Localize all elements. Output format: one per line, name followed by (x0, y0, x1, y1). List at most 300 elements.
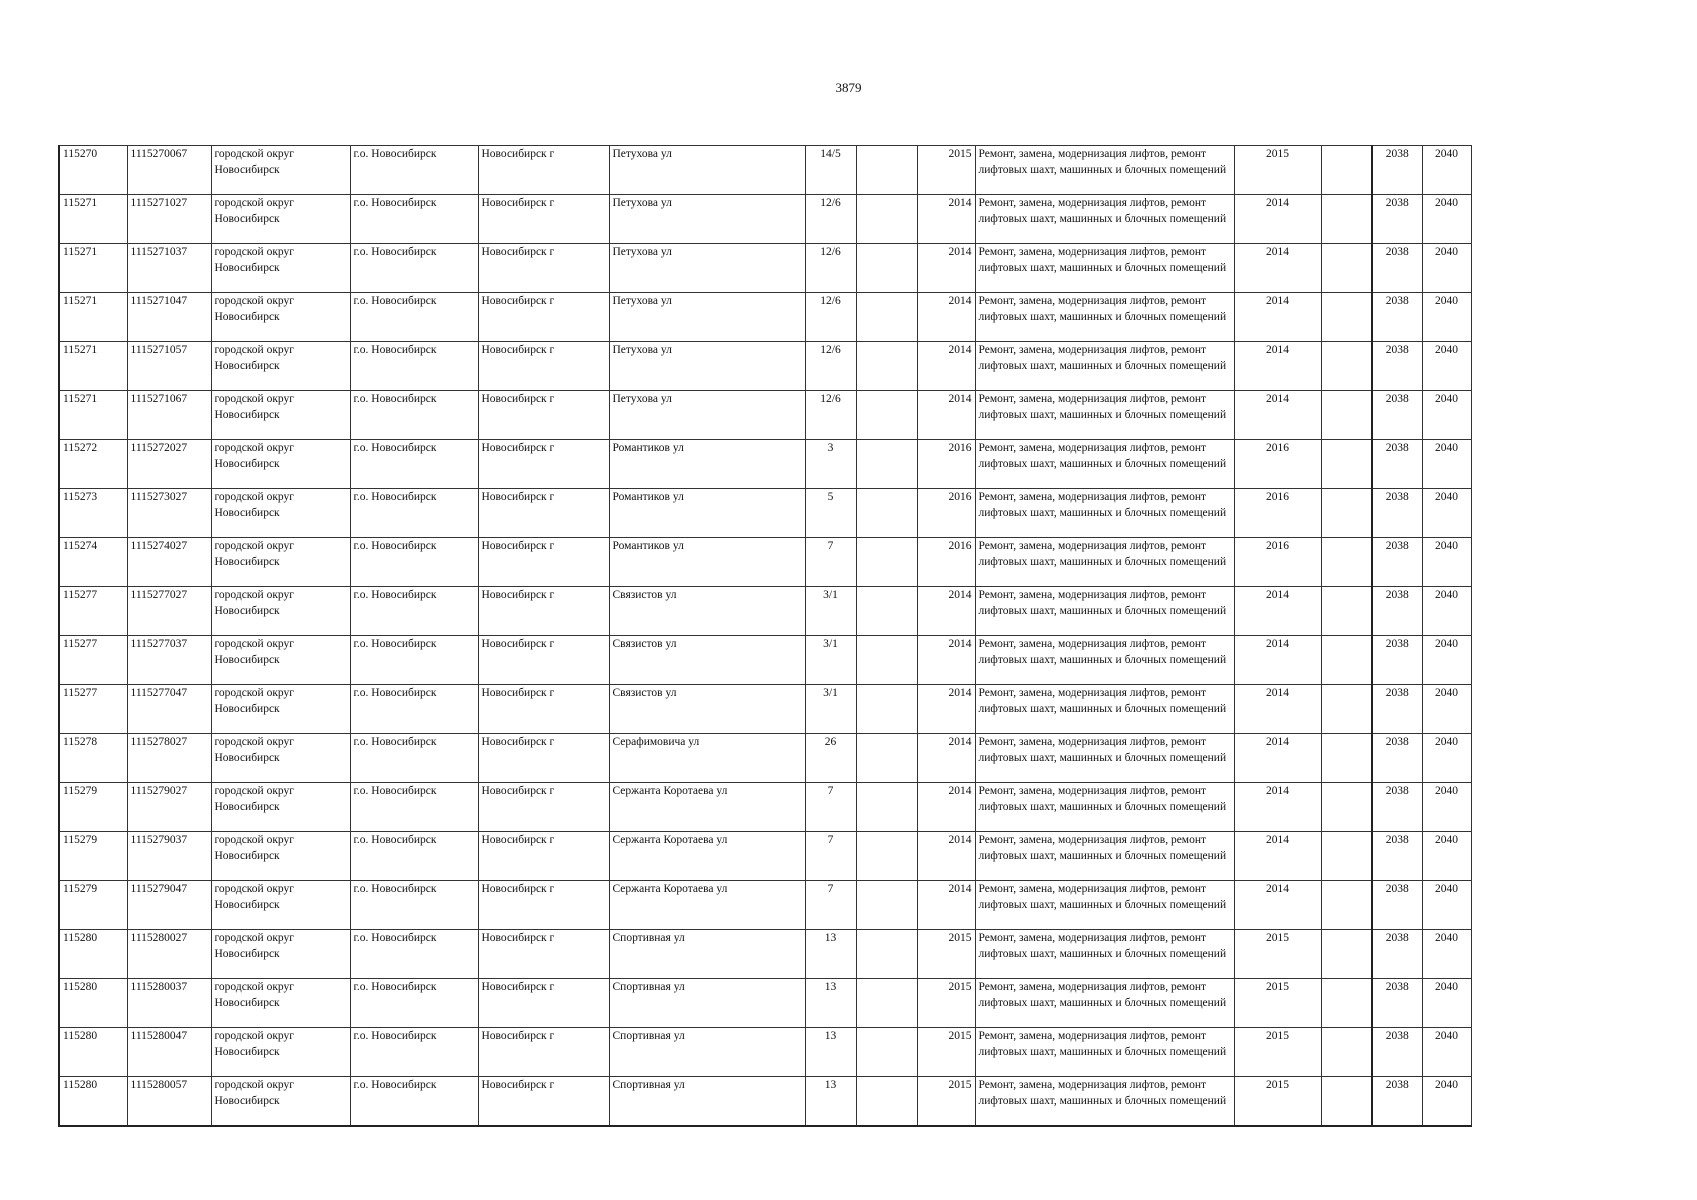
table-body (59, 146, 1471, 1127)
city-cell: Новосибирск г (478, 489, 609, 538)
year-to-cell: 2040 (1422, 685, 1471, 734)
work-type-cell: Ремонт, замена, модернизация лифтов, ремонт лифтовых шахт, машинных и блочных помещений (975, 881, 1234, 930)
object-code-cell: 1115271037 (127, 244, 211, 293)
city-cell: Новосибирск г (478, 587, 609, 636)
row-id-cell: 115277 (59, 685, 127, 734)
city-cell: Новосибирск г (478, 146, 609, 195)
year-to-cell: 2040 (1422, 881, 1471, 930)
district-cell: городской округ Новосибирск (211, 489, 350, 538)
empty-cell (1321, 636, 1372, 685)
house-number-cell: 7 (805, 783, 856, 832)
row-id-cell: 115271 (59, 342, 127, 391)
house-number-cell: 3/1 (805, 587, 856, 636)
locality-cell: г.о. Новосибирск (350, 685, 478, 734)
street-cell: Петухова ул (609, 293, 805, 342)
house-number-cell: 13 (805, 1028, 856, 1077)
locality-cell: г.о. Новосибирск (350, 636, 478, 685)
locality-cell: г.о. Новосибирск (350, 783, 478, 832)
empty-cell (856, 342, 917, 391)
district-cell: городской округ Новосибирск (211, 440, 350, 489)
empty-cell (856, 146, 917, 195)
object-code-cell: 1115277027 (127, 587, 211, 636)
city-cell: Новосибирск г (478, 342, 609, 391)
year-cell: 2014 (917, 244, 975, 293)
street-cell: Романтиков ул (609, 538, 805, 587)
empty-cell (1321, 293, 1372, 342)
empty-cell (856, 979, 917, 1028)
year-to-cell: 2040 (1422, 1077, 1471, 1127)
work-type-cell: Ремонт, замена, модернизация лифтов, ремонт лифтовых шахт, машинных и блочных помещений (975, 440, 1234, 489)
row-id-cell: 115271 (59, 293, 127, 342)
year-cell: 2014 (917, 587, 975, 636)
year-from-cell: 2038 (1372, 293, 1422, 342)
year-from-cell: 2038 (1372, 391, 1422, 440)
table-row (59, 391, 1471, 440)
object-code-cell: 1115280027 (127, 930, 211, 979)
house-number-cell: 7 (805, 881, 856, 930)
empty-cell (1321, 489, 1372, 538)
year-to-cell: 2040 (1422, 734, 1471, 783)
object-code-cell: 1115272027 (127, 440, 211, 489)
year-to-cell: 2040 (1422, 979, 1471, 1028)
year-to-cell: 2040 (1422, 636, 1471, 685)
table-row (59, 685, 1471, 734)
table-row (59, 195, 1471, 244)
planned-year-cell: 2014 (1234, 832, 1321, 881)
year-from-cell: 2038 (1372, 685, 1422, 734)
object-code-cell: 1115277037 (127, 636, 211, 685)
empty-cell (1321, 685, 1372, 734)
planned-year-cell: 2015 (1234, 979, 1321, 1028)
empty-cell (1321, 1077, 1372, 1127)
planned-year-cell: 2014 (1234, 195, 1321, 244)
planned-year-cell: 2014 (1234, 783, 1321, 832)
year-cell: 2015 (917, 1077, 975, 1127)
city-cell: Новосибирск г (478, 783, 609, 832)
empty-cell (1321, 391, 1372, 440)
year-cell: 2014 (917, 636, 975, 685)
empty-cell (856, 1077, 917, 1127)
city-cell: Новосибирск г (478, 1077, 609, 1127)
year-cell: 2014 (917, 195, 975, 244)
empty-cell (856, 636, 917, 685)
row-id-cell: 115280 (59, 1028, 127, 1077)
locality-cell: г.о. Новосибирск (350, 293, 478, 342)
empty-cell (1321, 832, 1372, 881)
house-number-cell: 12/6 (805, 391, 856, 440)
object-code-cell: 1115279047 (127, 881, 211, 930)
year-cell: 2016 (917, 489, 975, 538)
street-cell: Петухова ул (609, 244, 805, 293)
street-cell: Спортивная ул (609, 979, 805, 1028)
city-cell: Новосибирск г (478, 538, 609, 587)
row-id-cell: 115271 (59, 195, 127, 244)
city-cell: Новосибирск г (478, 979, 609, 1028)
table-row (59, 293, 1471, 342)
locality-cell: г.о. Новосибирск (350, 1077, 478, 1127)
locality-cell: г.о. Новосибирск (350, 832, 478, 881)
work-type-cell: Ремонт, замена, модернизация лифтов, ремонт лифтовых шахт, машинных и блочных помещений (975, 783, 1234, 832)
year-to-cell: 2040 (1422, 440, 1471, 489)
house-number-cell: 3/1 (805, 685, 856, 734)
city-cell: Новосибирск г (478, 244, 609, 293)
street-cell: Сержанта Коротаева ул (609, 881, 805, 930)
locality-cell: г.о. Новосибирск (350, 881, 478, 930)
house-number-cell: 13 (805, 979, 856, 1028)
table-row (59, 881, 1471, 930)
empty-cell (856, 587, 917, 636)
year-cell: 2014 (917, 293, 975, 342)
locality-cell: г.о. Новосибирск (350, 440, 478, 489)
house-number-cell: 26 (805, 734, 856, 783)
planned-year-cell: 2014 (1234, 881, 1321, 930)
street-cell: Романтиков ул (609, 489, 805, 538)
work-type-cell: Ремонт, замена, модернизация лифтов, ремонт лифтовых шахт, машинных и блочных помещений (975, 587, 1234, 636)
row-id-cell: 115270 (59, 146, 127, 195)
year-cell: 2014 (917, 734, 975, 783)
locality-cell: г.о. Новосибирск (350, 195, 478, 244)
object-code-cell: 1115271057 (127, 342, 211, 391)
table-row (59, 1028, 1471, 1077)
locality-cell: г.о. Новосибирск (350, 146, 478, 195)
street-cell: Сержанта Коротаева ул (609, 832, 805, 881)
district-cell: городской округ Новосибирск (211, 342, 350, 391)
street-cell: Петухова ул (609, 195, 805, 244)
locality-cell: г.о. Новосибирск (350, 244, 478, 293)
city-cell: Новосибирск г (478, 832, 609, 881)
locality-cell: г.о. Новосибирск (350, 734, 478, 783)
row-id-cell: 115277 (59, 587, 127, 636)
empty-cell (856, 440, 917, 489)
work-type-cell: Ремонт, замена, модернизация лифтов, ремонт лифтовых шахт, машинных и блочных помещений (975, 244, 1234, 293)
year-to-cell: 2040 (1422, 783, 1471, 832)
street-cell: Связистов ул (609, 685, 805, 734)
table-row (59, 587, 1471, 636)
empty-cell (1321, 881, 1372, 930)
city-cell: Новосибирск г (478, 293, 609, 342)
table-row (59, 636, 1471, 685)
table-row (59, 1077, 1471, 1127)
empty-cell (856, 930, 917, 979)
house-number-cell: 12/6 (805, 195, 856, 244)
city-cell: Новосибирск г (478, 1028, 609, 1077)
empty-cell (1321, 1028, 1372, 1077)
empty-cell (1321, 342, 1372, 391)
planned-year-cell: 2015 (1234, 930, 1321, 979)
row-id-cell: 115279 (59, 783, 127, 832)
row-id-cell: 115279 (59, 832, 127, 881)
house-number-cell: 13 (805, 1077, 856, 1127)
work-type-cell: Ремонт, замена, модернизация лифтов, ремонт лифтовых шахт, машинных и блочных помещений (975, 538, 1234, 587)
district-cell: городской округ Новосибирск (211, 832, 350, 881)
house-number-cell: 3 (805, 440, 856, 489)
year-from-cell: 2038 (1372, 342, 1422, 391)
table-row (59, 440, 1471, 489)
row-id-cell: 115277 (59, 636, 127, 685)
city-cell: Новосибирск г (478, 734, 609, 783)
empty-cell (856, 538, 917, 587)
year-from-cell: 2038 (1372, 146, 1422, 195)
empty-cell (1321, 440, 1372, 489)
year-to-cell: 2040 (1422, 930, 1471, 979)
city-cell: Новосибирск г (478, 685, 609, 734)
planned-year-cell: 2014 (1234, 685, 1321, 734)
year-to-cell: 2040 (1422, 244, 1471, 293)
work-type-cell: Ремонт, замена, модернизация лифтов, ремонт лифтовых шахт, машинных и блочных помещений (975, 685, 1234, 734)
table-row (59, 489, 1471, 538)
year-cell: 2014 (917, 391, 975, 440)
object-code-cell: 1115278027 (127, 734, 211, 783)
district-cell: городской округ Новосибирск (211, 195, 350, 244)
year-from-cell: 2038 (1372, 489, 1422, 538)
table-row (59, 832, 1471, 881)
house-number-cell: 12/6 (805, 342, 856, 391)
planned-year-cell: 2014 (1234, 342, 1321, 391)
locality-cell: г.о. Новосибирск (350, 979, 478, 1028)
work-type-cell: Ремонт, замена, модернизация лифтов, ремонт лифтовых шахт, машинных и блочных помещений (975, 342, 1234, 391)
planned-year-cell: 2016 (1234, 538, 1321, 587)
planned-year-cell: 2014 (1234, 293, 1321, 342)
house-number-cell: 7 (805, 538, 856, 587)
row-id-cell: 115272 (59, 440, 127, 489)
object-code-cell: 1115270067 (127, 146, 211, 195)
year-to-cell: 2040 (1422, 342, 1471, 391)
street-cell: Петухова ул (609, 342, 805, 391)
row-id-cell: 115279 (59, 881, 127, 930)
locality-cell: г.о. Новосибирск (350, 930, 478, 979)
year-cell: 2015 (917, 146, 975, 195)
year-to-cell: 2040 (1422, 587, 1471, 636)
year-cell: 2015 (917, 979, 975, 1028)
work-type-cell: Ремонт, замена, модернизация лифтов, ремонт лифтовых шахт, машинных и блочных помещений (975, 1077, 1234, 1127)
house-number-cell: 14/5 (805, 146, 856, 195)
object-code-cell: 1115273027 (127, 489, 211, 538)
street-cell: Спортивная ул (609, 1028, 805, 1077)
locality-cell: г.о. Новосибирск (350, 538, 478, 587)
city-cell: Новосибирск г (478, 195, 609, 244)
year-from-cell: 2038 (1372, 783, 1422, 832)
empty-cell (1321, 979, 1372, 1028)
year-from-cell: 2038 (1372, 636, 1422, 685)
year-cell: 2014 (917, 881, 975, 930)
empty-cell (1321, 930, 1372, 979)
empty-cell (856, 783, 917, 832)
table-row (59, 734, 1471, 783)
table-row (59, 538, 1471, 587)
year-from-cell: 2038 (1372, 979, 1422, 1028)
street-cell: Романтиков ул (609, 440, 805, 489)
locality-cell: г.о. Новосибирск (350, 391, 478, 440)
district-cell: городской округ Новосибирск (211, 1028, 350, 1077)
row-id-cell: 115271 (59, 391, 127, 440)
planned-year-cell: 2015 (1234, 1028, 1321, 1077)
street-cell: Петухова ул (609, 146, 805, 195)
year-cell: 2015 (917, 930, 975, 979)
district-cell: городской округ Новосибирск (211, 1077, 350, 1127)
year-to-cell: 2040 (1422, 1028, 1471, 1077)
row-id-cell: 115274 (59, 538, 127, 587)
district-cell: городской округ Новосибирск (211, 391, 350, 440)
year-from-cell: 2038 (1372, 1028, 1422, 1077)
year-cell: 2014 (917, 832, 975, 881)
year-cell: 2016 (917, 440, 975, 489)
planned-year-cell: 2016 (1234, 489, 1321, 538)
locality-cell: г.о. Новосибирск (350, 342, 478, 391)
object-code-cell: 1115277047 (127, 685, 211, 734)
row-id-cell: 115280 (59, 1077, 127, 1127)
year-from-cell: 2038 (1372, 538, 1422, 587)
planned-year-cell: 2015 (1234, 1077, 1321, 1127)
year-to-cell: 2040 (1422, 146, 1471, 195)
planned-year-cell: 2014 (1234, 636, 1321, 685)
empty-cell (1321, 783, 1372, 832)
object-code-cell: 1115280047 (127, 1028, 211, 1077)
house-number-cell: 3/1 (805, 636, 856, 685)
year-cell: 2014 (917, 783, 975, 832)
district-cell: городской округ Новосибирск (211, 930, 350, 979)
empty-cell (1321, 244, 1372, 293)
planned-year-cell: 2014 (1234, 244, 1321, 293)
city-cell: Новосибирск г (478, 636, 609, 685)
work-type-cell: Ремонт, замена, модернизация лифтов, ремонт лифтовых шахт, машинных и блочных помещений (975, 146, 1234, 195)
year-from-cell: 2038 (1372, 881, 1422, 930)
work-type-cell: Ремонт, замена, модернизация лифтов, ремонт лифтовых шахт, машинных и блочных помещений (975, 195, 1234, 244)
table-row (59, 244, 1471, 293)
district-cell: городской округ Новосибирск (211, 979, 350, 1028)
empty-cell (856, 685, 917, 734)
empty-cell (856, 832, 917, 881)
work-type-cell: Ремонт, замена, модернизация лифтов, ремонт лифтовых шахт, машинных и блочных помещений (975, 1028, 1234, 1077)
table-row (59, 342, 1471, 391)
city-cell: Новосибирск г (478, 440, 609, 489)
planned-year-cell: 2016 (1234, 440, 1321, 489)
district-cell: городской округ Новосибирск (211, 146, 350, 195)
year-from-cell: 2038 (1372, 734, 1422, 783)
district-cell: городской округ Новосибирск (211, 685, 350, 734)
year-from-cell: 2038 (1372, 1077, 1422, 1127)
object-code-cell: 1115271067 (127, 391, 211, 440)
street-cell: Сержанта Коротаева ул (609, 783, 805, 832)
empty-cell (1321, 587, 1372, 636)
city-cell: Новосибирск г (478, 881, 609, 930)
table-row (59, 146, 1471, 195)
year-cell: 2015 (917, 1028, 975, 1077)
year-from-cell: 2038 (1372, 244, 1422, 293)
work-type-cell: Ремонт, замена, модернизация лифтов, ремонт лифтовых шахт, машинных и блочных помещений (975, 391, 1234, 440)
year-from-cell: 2038 (1372, 587, 1422, 636)
empty-cell (856, 195, 917, 244)
object-code-cell: 1115271047 (127, 293, 211, 342)
planned-year-cell: 2014 (1234, 587, 1321, 636)
work-type-cell: Ремонт, замена, модернизация лифтов, ремонт лифтовых шахт, машинных и блочных помещений (975, 636, 1234, 685)
empty-cell (856, 244, 917, 293)
row-id-cell: 115280 (59, 930, 127, 979)
year-cell: 2016 (917, 538, 975, 587)
register-table (58, 145, 1472, 1127)
empty-cell (1321, 734, 1372, 783)
house-number-cell: 12/6 (805, 293, 856, 342)
empty-cell (856, 881, 917, 930)
district-cell: городской округ Новосибирск (211, 734, 350, 783)
house-number-cell: 12/6 (805, 244, 856, 293)
district-cell: городской округ Новосибирск (211, 783, 350, 832)
street-cell: Спортивная ул (609, 1077, 805, 1127)
work-type-cell: Ремонт, замена, модернизация лифтов, ремонт лифтовых шахт, машинных и блочных помещений (975, 734, 1234, 783)
year-from-cell: 2038 (1372, 440, 1422, 489)
object-code-cell: 1115271027 (127, 195, 211, 244)
planned-year-cell: 2015 (1234, 146, 1321, 195)
street-cell: Связистов ул (609, 636, 805, 685)
street-cell: Спортивная ул (609, 930, 805, 979)
table-row (59, 930, 1471, 979)
object-code-cell: 1115280057 (127, 1077, 211, 1127)
planned-year-cell: 2014 (1234, 391, 1321, 440)
empty-cell (856, 293, 917, 342)
locality-cell: г.о. Новосибирск (350, 587, 478, 636)
work-type-cell: Ремонт, замена, модернизация лифтов, ремонт лифтовых шахт, машинных и блочных помещений (975, 930, 1234, 979)
year-to-cell: 2040 (1422, 832, 1471, 881)
street-cell: Серафимовича ул (609, 734, 805, 783)
house-number-cell: 5 (805, 489, 856, 538)
row-id-cell: 115280 (59, 979, 127, 1028)
work-type-cell: Ремонт, замена, модернизация лифтов, ремонт лифтовых шахт, машинных и блочных помещений (975, 293, 1234, 342)
street-cell: Петухова ул (609, 391, 805, 440)
year-to-cell: 2040 (1422, 538, 1471, 587)
row-id-cell: 115278 (59, 734, 127, 783)
empty-cell (856, 391, 917, 440)
object-code-cell: 1115280037 (127, 979, 211, 1028)
table-row (59, 979, 1471, 1028)
empty-cell (856, 1028, 917, 1077)
house-number-cell: 13 (805, 930, 856, 979)
district-cell: городской округ Новосибирск (211, 538, 350, 587)
row-id-cell: 115273 (59, 489, 127, 538)
work-type-cell: Ремонт, замена, модернизация лифтов, ремонт лифтовых шахт, машинных и блочных помещений (975, 979, 1234, 1028)
empty-cell (856, 489, 917, 538)
object-code-cell: 1115274027 (127, 538, 211, 587)
year-cell: 2014 (917, 685, 975, 734)
work-type-cell: Ремонт, замена, модернизация лифтов, ремонт лифтовых шахт, машинных и блочных помещений (975, 832, 1234, 881)
district-cell: городской округ Новосибирск (211, 881, 350, 930)
row-id-cell: 115271 (59, 244, 127, 293)
year-to-cell: 2040 (1422, 391, 1471, 440)
city-cell: Новосибирск г (478, 930, 609, 979)
empty-cell (1321, 146, 1372, 195)
house-number-cell: 7 (805, 832, 856, 881)
empty-cell (1321, 195, 1372, 244)
street-cell: Связистов ул (609, 587, 805, 636)
district-cell: городской округ Новосибирск (211, 636, 350, 685)
year-from-cell: 2038 (1372, 195, 1422, 244)
year-from-cell: 2038 (1372, 832, 1422, 881)
empty-cell (1321, 538, 1372, 587)
district-cell: городской округ Новосибирск (211, 587, 350, 636)
year-to-cell: 2040 (1422, 489, 1471, 538)
work-type-cell: Ремонт, замена, модернизация лифтов, ремонт лифтовых шахт, машинных и блочных помещений (975, 489, 1234, 538)
locality-cell: г.о. Новосибирск (350, 489, 478, 538)
city-cell: Новосибирск г (478, 391, 609, 440)
object-code-cell: 1115279037 (127, 832, 211, 881)
object-code-cell: 1115279027 (127, 783, 211, 832)
planned-year-cell: 2014 (1234, 734, 1321, 783)
locality-cell: г.о. Новосибирск (350, 1028, 478, 1077)
year-to-cell: 2040 (1422, 293, 1471, 342)
district-cell: городской округ Новосибирск (211, 293, 350, 342)
year-from-cell: 2038 (1372, 930, 1422, 979)
empty-cell (856, 734, 917, 783)
year-to-cell: 2040 (1422, 195, 1471, 244)
table-row (59, 783, 1471, 832)
